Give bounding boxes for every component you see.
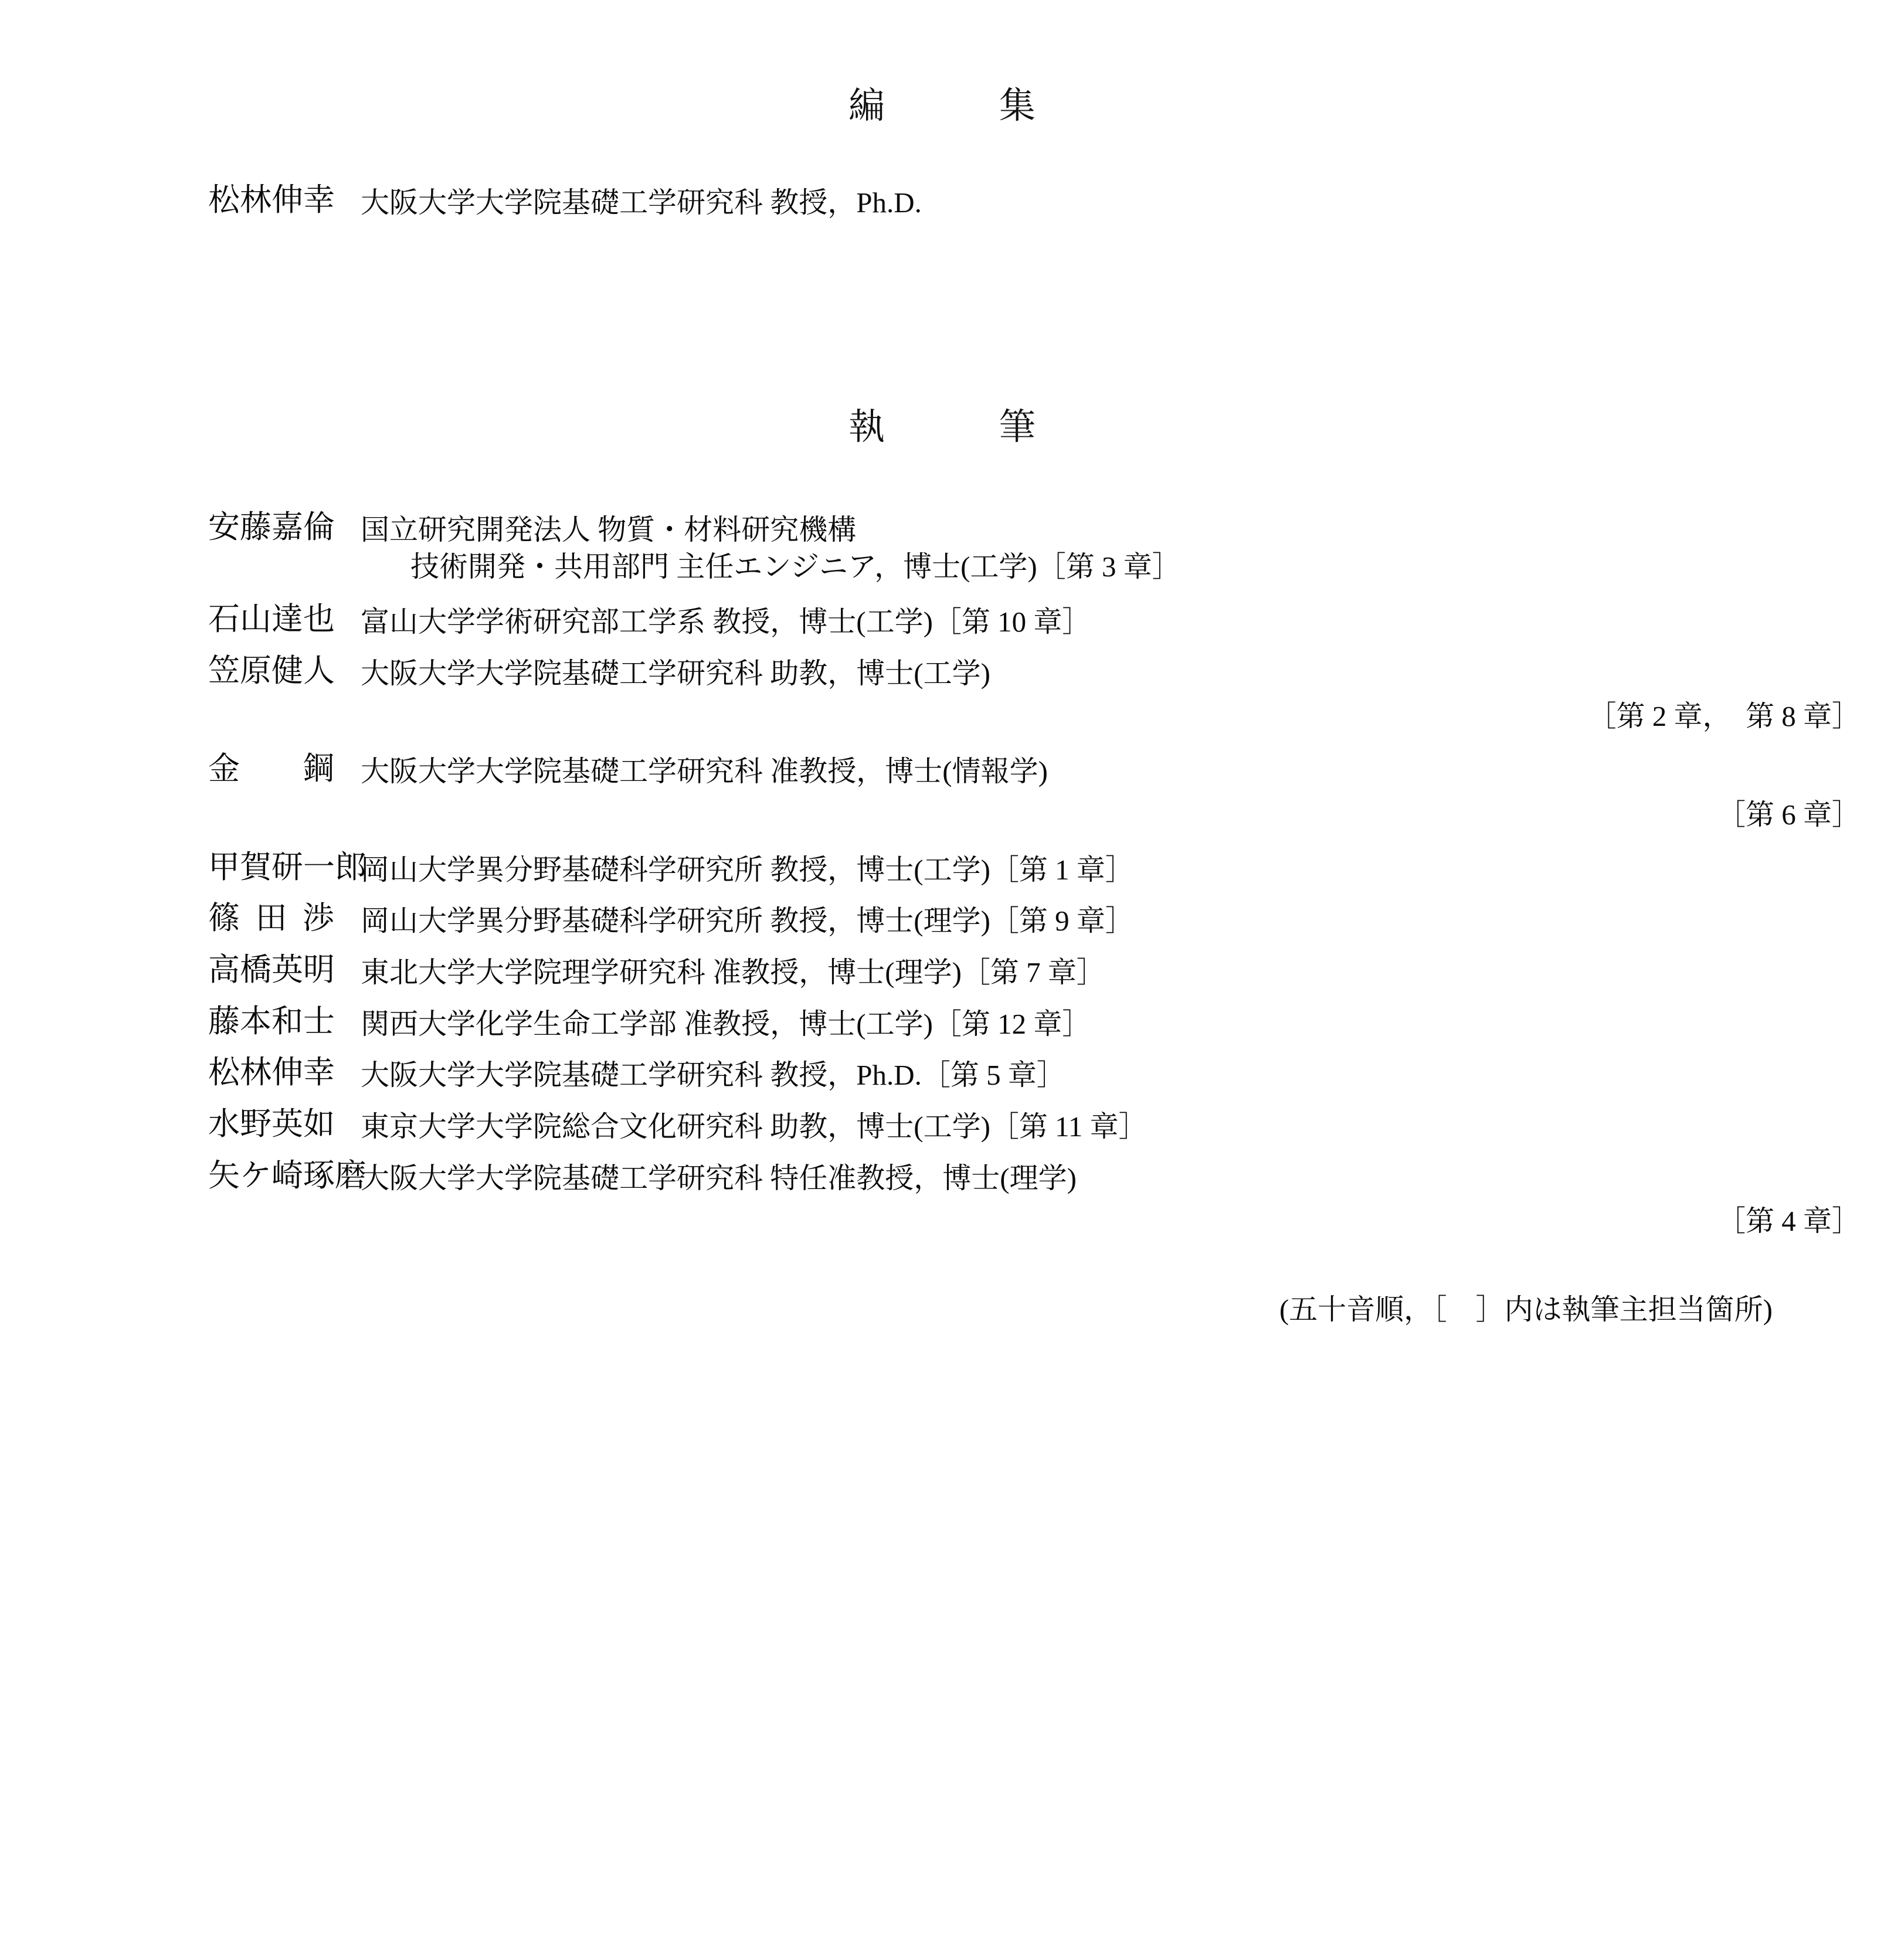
affiliation-text: 大阪大学大学院基礎工学研究科 特任准教授，博士(理学) xyxy=(361,1161,1077,1194)
name-char: 伸 xyxy=(271,182,303,218)
name-char: 藤 xyxy=(208,1003,240,1039)
affiliation-text: 大阪大学大学院基礎工学研究科 教授，Ph.D.［第 5 章］ xyxy=(361,1059,1065,1092)
page xyxy=(0,76,1884,1960)
affiliation-text: 関西大学化学生命工学部 准教授，博士(工学)［第 12 章］ xyxy=(361,1007,1091,1040)
name-char: 磨 xyxy=(335,1157,366,1193)
name-char: 松 xyxy=(208,1055,240,1091)
author-name xyxy=(0,902,334,934)
affiliation-text: 岡山大学異分野基礎科学研究所 教授，博士(理学)［第 9 章］ xyxy=(361,905,1134,937)
name-char: 矢 xyxy=(208,1157,240,1193)
author-entry xyxy=(0,1108,1884,1146)
author-affiliation xyxy=(334,655,1884,735)
name-char: 野 xyxy=(240,1106,271,1142)
author-affiliation xyxy=(334,1057,1884,1094)
name-char: 如 xyxy=(303,1106,335,1142)
name-char: 本 xyxy=(240,1003,271,1039)
author-entry xyxy=(0,1157,1884,1240)
name-char: 山 xyxy=(240,602,271,637)
name-char: 達 xyxy=(271,602,303,637)
chapter-reference: ［第 6 章］ xyxy=(1716,798,1861,831)
affiliation-text: 東北大学大学院理学研究科 准教授，博士(理学)［第 7 章］ xyxy=(361,956,1105,989)
name-char: 健 xyxy=(271,653,303,688)
name-char: 松 xyxy=(208,182,240,218)
name-char: 橋 xyxy=(240,952,271,987)
name-char: 倫 xyxy=(303,509,335,545)
author-name xyxy=(0,655,334,687)
author-affiliation xyxy=(334,954,1884,991)
name-char: 甲 xyxy=(208,849,240,885)
author-entry xyxy=(0,1057,1884,1094)
name-char: 一 xyxy=(303,849,335,885)
affiliation-text: 大阪大学大学院基礎工学研究科 助教，博士(工学) xyxy=(361,657,990,689)
name-char: 伸 xyxy=(271,1055,303,1091)
author-entry xyxy=(0,603,1884,641)
name-char: 田 xyxy=(255,901,287,936)
author-name xyxy=(0,1108,334,1140)
author-entry xyxy=(0,753,1884,833)
name-char: 鋼 xyxy=(303,751,334,787)
author-affiliation xyxy=(334,902,1884,940)
affiliation-text: 東京大学大学院総合文化研究科 助教，博士(工学)［第 11 章］ xyxy=(361,1110,1148,1143)
name-char: 林 xyxy=(240,1055,271,1091)
author-name xyxy=(0,751,334,787)
editor-entry xyxy=(0,184,1884,222)
name-char: 金 xyxy=(208,751,240,787)
author-affiliation xyxy=(334,511,1884,586)
name-char: 藤 xyxy=(240,509,271,545)
name-char: 英 xyxy=(271,1106,303,1142)
name-char: 人 xyxy=(303,653,335,688)
name-char: 石 xyxy=(208,602,240,637)
affiliation-text: 岡山大学異分野基礎科学研究所 教授，博士(工学)［第 1 章］ xyxy=(361,853,1134,886)
name-char: 幸 xyxy=(303,182,335,218)
author-name xyxy=(0,1157,366,1193)
author-affiliation xyxy=(334,1157,1884,1240)
affiliation-text: 国立研究開発法人 物質・材料研究機構 xyxy=(361,513,857,546)
name-char: ケ xyxy=(240,1157,271,1193)
name-char: 和 xyxy=(271,1003,303,1039)
name-char: 林 xyxy=(240,182,271,218)
name-char: 賀 xyxy=(240,849,271,885)
name-char: 也 xyxy=(303,602,335,637)
footnote: (五十音順，［ ］内は執筆主担当箇所) xyxy=(1279,1293,1773,1326)
author-entry xyxy=(0,902,1884,940)
name-char: 嘉 xyxy=(271,509,303,545)
name-char: 明 xyxy=(303,952,335,987)
author-name xyxy=(0,954,334,986)
name-char: 幸 xyxy=(303,1055,335,1091)
author-affiliation xyxy=(334,603,1884,641)
author-entry xyxy=(0,511,1884,586)
author-name xyxy=(0,1003,335,1039)
name-char: 篠 xyxy=(208,901,240,936)
author-affiliation xyxy=(334,1006,1884,1043)
affiliation-text: 大阪大学大学院基礎工学研究科 准教授，博士(情報学) xyxy=(361,755,1048,788)
author-entry xyxy=(0,655,1884,735)
name-char: 渉 xyxy=(303,901,334,936)
author-affiliation xyxy=(334,851,1884,889)
name-char: 郎 xyxy=(335,849,366,885)
editor-name xyxy=(0,184,334,216)
affiliation-text-line2: 技術開発・共用部門 主任エンジニア，博士(工学)［第 3 章］ xyxy=(410,551,1181,583)
editor-section-heading: 編 集 xyxy=(848,86,1050,126)
name-char: 英 xyxy=(271,952,303,987)
chapter-reference: ［第 2 章， 第 8 章］ xyxy=(1587,700,1861,733)
author-affiliation xyxy=(334,1108,1884,1146)
name-char: 琢 xyxy=(303,1157,335,1193)
author-entry xyxy=(0,851,1884,889)
editor-affiliation xyxy=(334,184,1884,222)
author-entry xyxy=(0,1003,1884,1043)
author-name xyxy=(0,1055,335,1091)
author-name xyxy=(0,511,334,543)
name-char: 安 xyxy=(208,509,240,545)
name-char: 原 xyxy=(240,653,271,688)
name-char: 水 xyxy=(208,1106,240,1142)
name-char: 研 xyxy=(271,849,303,885)
author-name xyxy=(0,849,366,885)
authors-section-heading: 執 筆 xyxy=(848,407,1050,447)
author-entry xyxy=(0,954,1884,991)
author-affiliation xyxy=(334,753,1884,833)
author-name xyxy=(0,603,334,635)
affiliation-text: 富山大学学術研究部工学系 教授，博士(工学)［第 10 章］ xyxy=(361,606,1091,638)
name-char: 笠 xyxy=(208,653,240,688)
name-char: 崎 xyxy=(271,1157,303,1193)
name-char: 士 xyxy=(303,1003,335,1039)
name-char: 高 xyxy=(208,952,240,987)
chapter-reference: ［第 4 章］ xyxy=(1716,1205,1861,1238)
affiliation-text: 大阪大学大学院基礎工学研究科 教授，Ph.D. xyxy=(361,186,922,219)
